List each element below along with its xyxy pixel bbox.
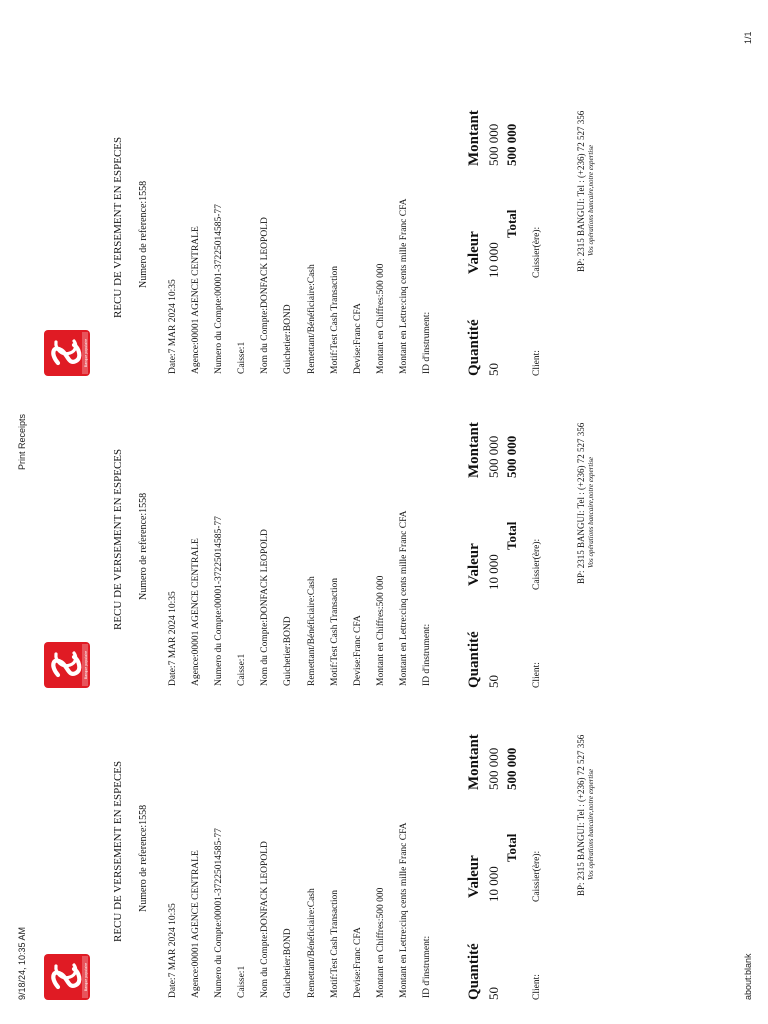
quantity-cell: 50 (486, 987, 501, 1000)
receipt-fields (168, 54, 445, 374)
currency-field: Devise:Franc CFA (352, 615, 363, 686)
date-field: Date:7 MAR 2024 10:35 (168, 279, 178, 374)
value-header: Valeur (466, 231, 482, 274)
cashier-signature-label: Caissier(ère): (532, 850, 542, 902)
receipt (40, 368, 595, 688)
amount-digits-field: Montant en Chiffres:500 000 (375, 575, 386, 686)
value-cell: 10 000 (486, 554, 501, 590)
currency-field: Devise:Franc CFA (352, 303, 363, 374)
reference-number: Numero de reference:1558 (138, 180, 149, 288)
client-signature-label: Client: (532, 974, 542, 1000)
total-label: Total (504, 521, 519, 550)
agency-field: Agence:00001 AGENCE CENTRALE (191, 850, 202, 998)
total-label: Total (504, 209, 519, 238)
instrument-id-field: ID d'instrument: (422, 311, 433, 374)
reference-number: Numero de reference:1558 (138, 492, 149, 600)
print-datetime: 9/18/24, 10:35 AM (17, 926, 27, 1000)
value-cell: 10 000 (486, 866, 501, 902)
teller-field: Guichetier:BOND (283, 616, 294, 686)
bank-logo-icon (44, 642, 90, 688)
bank-tagline: Vos opérations bancaire,notre expertise (587, 456, 595, 568)
svg-text:Banque populaire: Banque populaire (84, 338, 88, 368)
receipt-title: RECU DE VERSEMENT EN ESPECES (112, 448, 124, 630)
remitter-field: Remettant/Bénéficiaire:Cash (306, 264, 317, 374)
amount-cell: 500 000 (486, 123, 501, 166)
amount-digits-field: Montant en Chiffres:500 000 (375, 263, 386, 374)
account-number-field: Numero du Compte:00001-37225014585-77 (214, 516, 225, 686)
amount-cell: 500 000 (486, 435, 501, 478)
reason-field: Motif:Test Cash Transaction (329, 577, 340, 686)
value-cell: 10 000 (486, 242, 501, 278)
account-number-field: Numero du Compte:00001-37225014585-77 (214, 828, 225, 998)
amount-words-field: Montant en Lettre:cinq cents mille Franc CFA (398, 510, 409, 686)
value-header: Valeur (466, 855, 482, 898)
receipt (40, 56, 595, 376)
cash-desk-field: Caisse:1 (237, 653, 248, 686)
total-amount: 500 000 (504, 123, 519, 166)
reason-field: Motif:Test Cash Transaction (329, 889, 340, 998)
bank-tagline: Vos opérations bancaire,notre expertise (587, 144, 595, 256)
quantity-header: Quantité (466, 319, 482, 376)
reference-number: Numero de reference:1558 (138, 804, 149, 912)
agency-field: Agence:00001 AGENCE CENTRALE (191, 538, 202, 686)
print-title: Print Receipts (17, 413, 27, 470)
currency-field: Devise:Franc CFA (352, 927, 363, 998)
bank-address: BP: 2315 BANGUI: Tel : (+236) 72 527 356 (576, 734, 586, 896)
cashier-signature-label: Caissier(ère): (532, 226, 542, 278)
bank-address: BP: 2315 BANGUI: Tel : (+236) 72 527 356 (576, 422, 586, 584)
total-amount: 500 000 (504, 747, 519, 790)
receipt-title: RECU DE VERSEMENT EN ESPECES (112, 136, 124, 318)
remitter-field: Remettant/Bénéficiaire:Cash (306, 888, 317, 998)
bank-tagline: Vos opérations bancaire,notre expertise (587, 768, 595, 880)
bank-logo-icon (44, 330, 90, 376)
date-field: Date:7 MAR 2024 10:35 (168, 903, 178, 998)
cashier-signature-label: Caissier(ère): (532, 538, 542, 590)
account-number-field: Numero du Compte:00001-37225014585-77 (214, 204, 225, 374)
account-name-field: Nom du Compte:DONFACK LEOPOLD (260, 529, 271, 686)
amount-words-field: Montant en Lettre:cinq cents mille Franc CFA (398, 822, 409, 998)
receipt-fields (168, 366, 445, 686)
quantity-cell: 50 (486, 675, 501, 688)
account-name-field: Nom du Compte:DONFACK LEOPOLD (260, 217, 271, 374)
amount-cell: 500 000 (486, 747, 501, 790)
receipt-fields (168, 678, 445, 998)
remitter-field: Remettant/Bénéficiaire:Cash (306, 576, 317, 686)
bank-logo-icon (44, 954, 90, 1000)
cash-desk-field: Caisse:1 (237, 341, 248, 374)
total-label: Total (504, 833, 519, 862)
page-number: 1/1 (743, 31, 753, 44)
amount-digits-field: Montant en Chiffres:500 000 (375, 887, 386, 998)
amount-words-field: Montant en Lettre:cinq cents mille Franc CFA (398, 198, 409, 374)
teller-field: Guichetier:BOND (283, 928, 294, 998)
svg-text:Banque populaire: Banque populaire (84, 650, 88, 680)
amount-header: Montant (466, 422, 482, 478)
quantity-cell: 50 (486, 363, 501, 376)
svg-text:Banque populaire: Banque populaire (84, 962, 88, 992)
client-signature-label: Client: (532, 662, 542, 688)
print-url: about:blank (743, 953, 753, 1000)
cash-desk-field: Caisse:1 (237, 965, 248, 998)
receipt-title: RECU DE VERSEMENT EN ESPECES (112, 760, 124, 942)
agency-field: Agence:00001 AGENCE CENTRALE (191, 226, 202, 374)
instrument-id-field: ID d'instrument: (422, 623, 433, 686)
instrument-id-field: ID d'instrument: (422, 935, 433, 998)
date-field: Date:7 MAR 2024 10:35 (168, 591, 178, 686)
bank-address: BP: 2315 BANGUI: Tel : (+236) 72 527 356 (576, 110, 586, 272)
receipt (40, 680, 595, 1000)
amount-header: Montant (466, 110, 482, 166)
quantity-header: Quantité (466, 943, 482, 1000)
total-amount: 500 000 (504, 435, 519, 478)
amount-header: Montant (466, 734, 482, 790)
teller-field: Guichetier:BOND (283, 304, 294, 374)
account-name-field: Nom du Compte:DONFACK LEOPOLD (260, 841, 271, 998)
quantity-header: Quantité (466, 631, 482, 688)
reason-field: Motif:Test Cash Transaction (329, 265, 340, 374)
client-signature-label: Client: (532, 350, 542, 376)
value-header: Valeur (466, 543, 482, 586)
